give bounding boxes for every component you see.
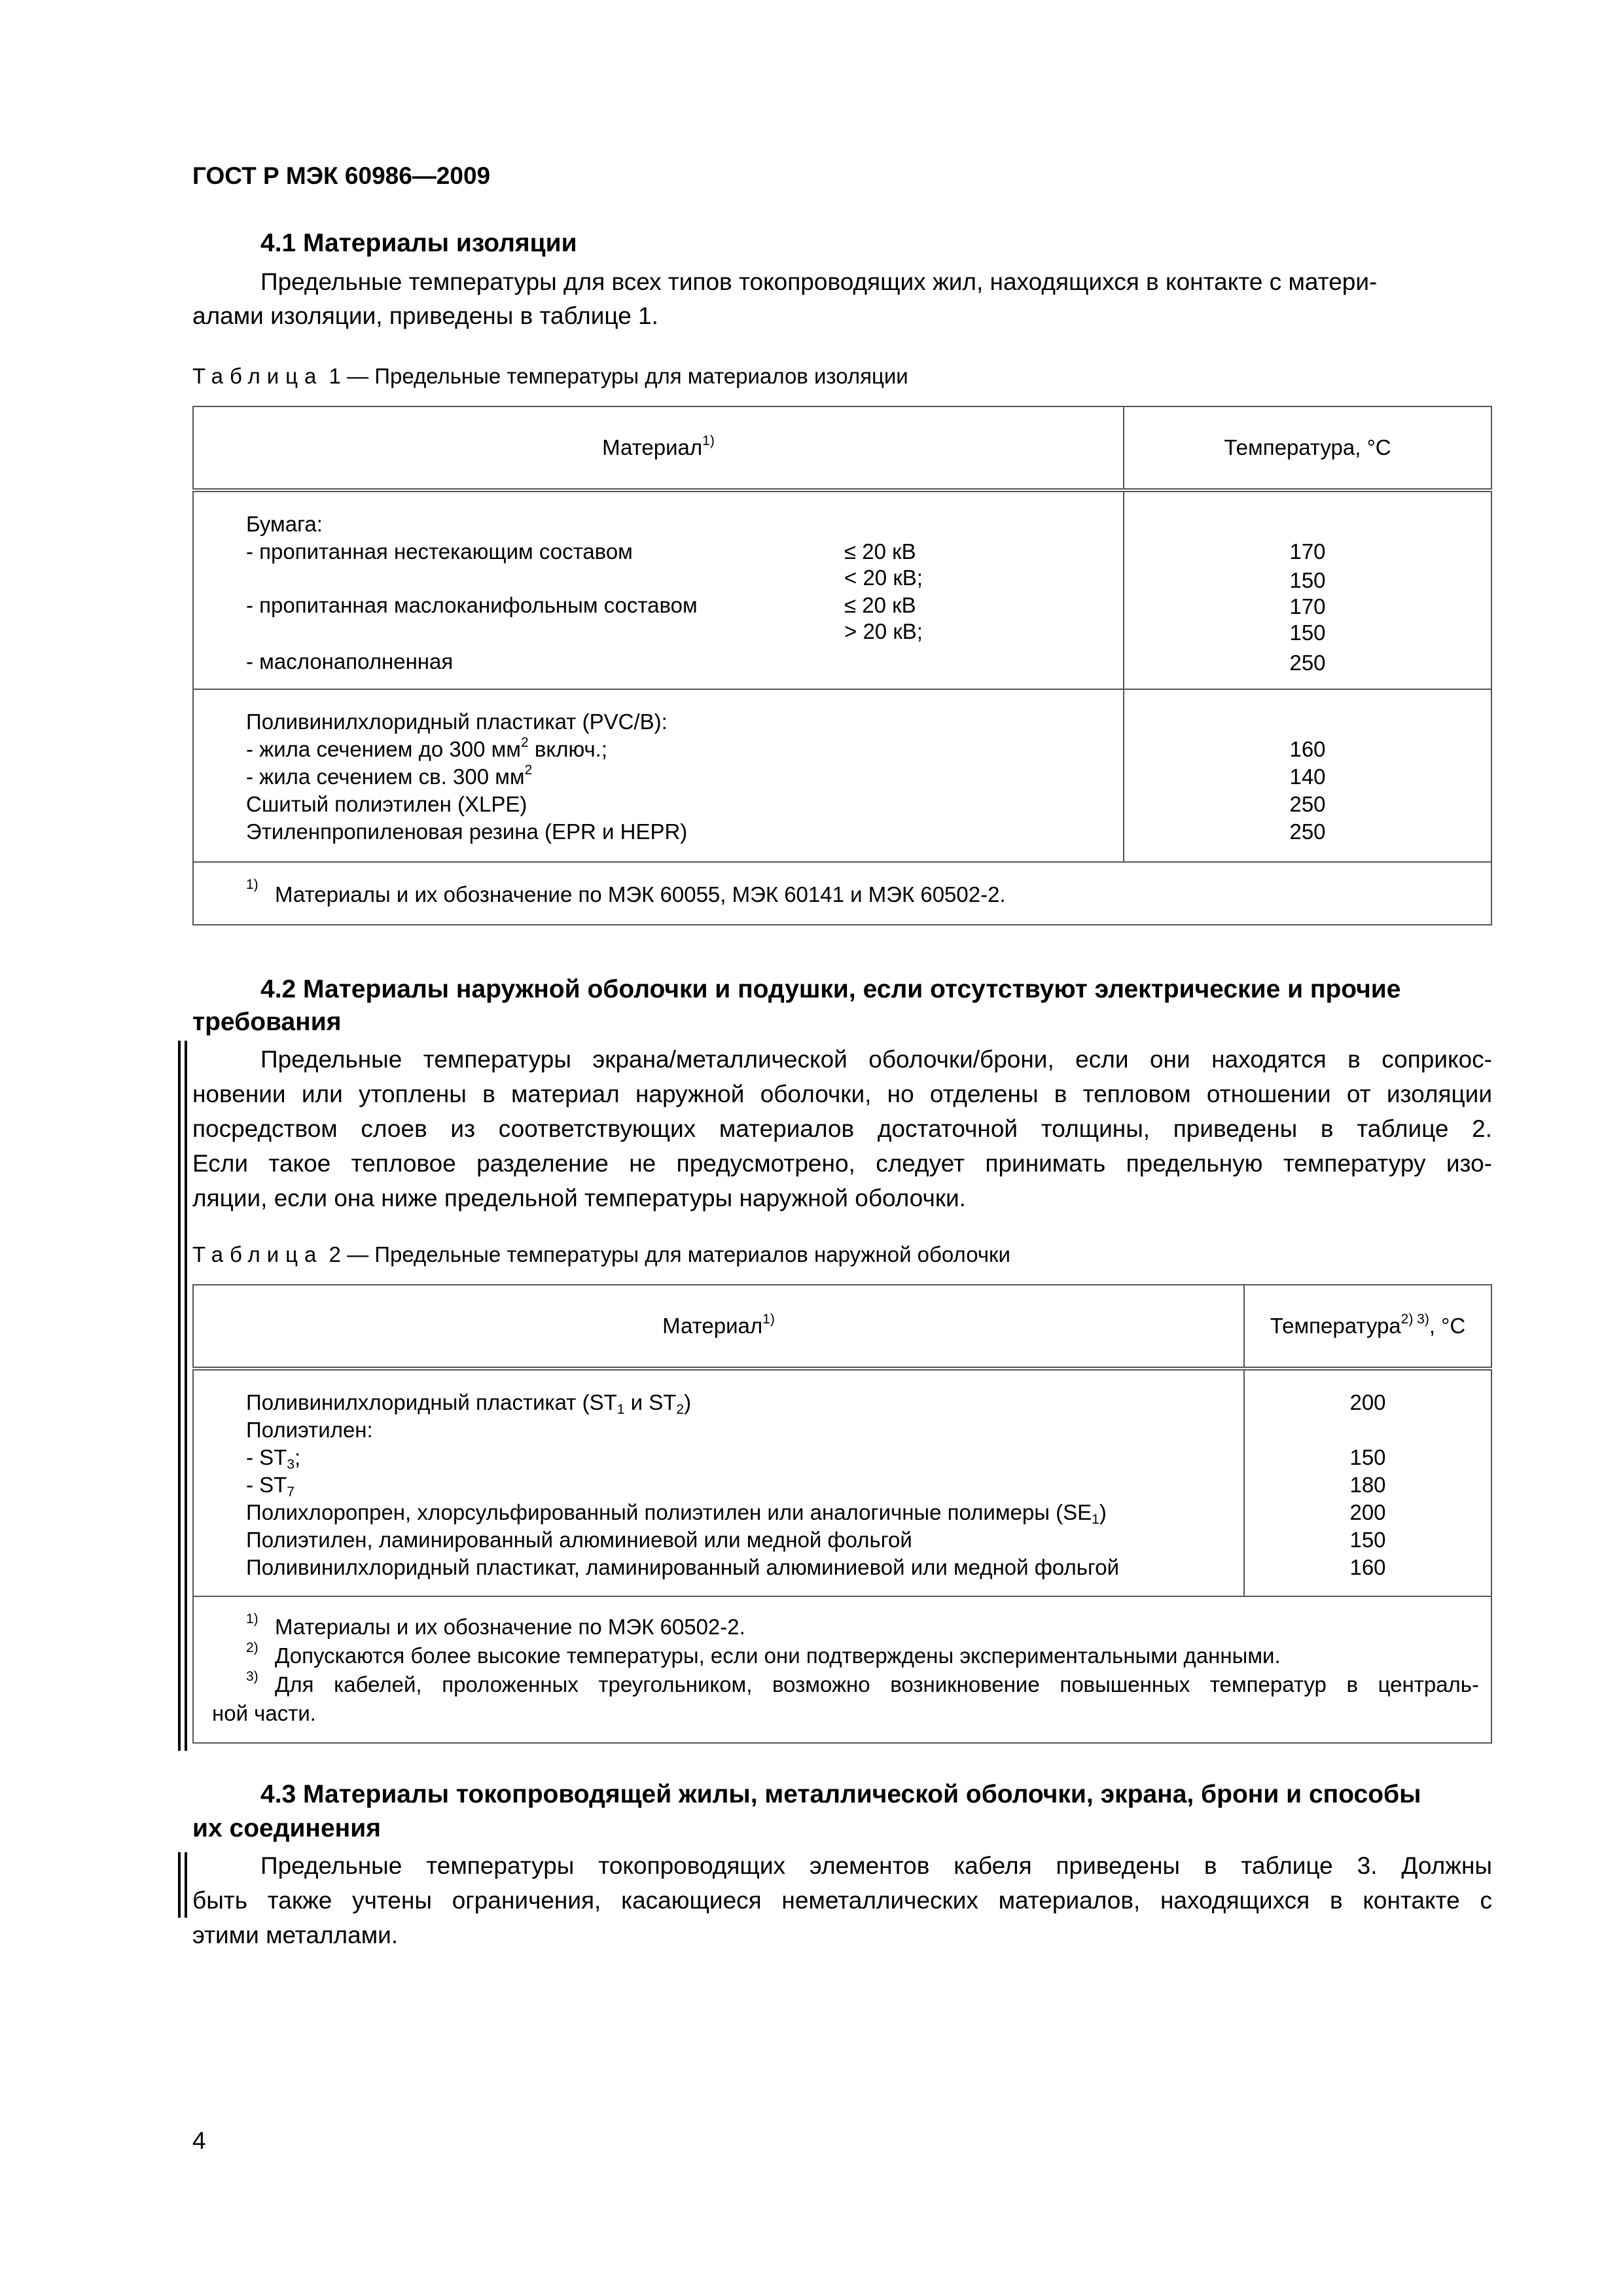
- table-1-voltage-3: ≤ 20 кВ: [844, 593, 916, 617]
- table-1-footnote: [193, 862, 1491, 925]
- table-2-row-polyethylene: Полиэтилен:: [246, 1418, 373, 1442]
- table-2: [192, 1284, 1492, 1744]
- table-2-temp-6: 160: [1349, 1555, 1386, 1579]
- table-2-materials: [193, 1369, 1244, 1596]
- table-1-caption: [192, 364, 908, 389]
- document-code: ГОСТ Р МЭК 60986—2009: [192, 162, 491, 189]
- table-1-pvc-temps: [1124, 689, 1491, 862]
- table-1-footnote-mark: 1): [246, 877, 259, 892]
- table-2-fn3-text-line-1: Для кабелей, проложенных треугольником, возможно возникновение повышенных температур в централь-: [275, 1672, 1479, 1696]
- change-bar-2: [178, 1852, 181, 1918]
- table-1-paper-temps: [1124, 490, 1491, 689]
- table-1-temp-5: 250: [1289, 651, 1326, 675]
- change-bar-2b: [185, 1852, 187, 1918]
- table-2-temps: [1244, 1369, 1491, 1596]
- table-2-temp-4: 200: [1349, 1500, 1386, 1524]
- table-2-header-material: Материал$^{1)}$: [193, 1285, 1244, 1369]
- table-2-fn3-text-line-2: ной части.: [212, 1701, 316, 1725]
- table-1-paper-title: Бумага:: [246, 512, 323, 536]
- table-2-header-temperature: Температура$^{2) 3)}$, °С: [1244, 1285, 1491, 1369]
- table-1-caption-text: 1 — Предельные температуры для материалов изоляции: [323, 364, 908, 388]
- table-1-temp-1: 170: [1289, 539, 1326, 564]
- table-2-footnotes: [193, 1596, 1491, 1743]
- table-2-temp-5: 150: [1349, 1528, 1386, 1552]
- table-2-fn2-text: Допускаются более высокие температуры, если они подтверждены экспериментальными данными.: [275, 1643, 1281, 1668]
- table-2-row-laminated-pe: Полиэтилен, ламинированный алюминиевой или медной фольгой: [246, 1528, 912, 1552]
- table-1-temp-4: 150: [1289, 620, 1326, 645]
- table-2-temp-2: 150: [1349, 1445, 1386, 1469]
- table-1-paper-row-2: - пропитанная маслоканифольным составом: [246, 593, 698, 617]
- change-bar-1b: [185, 1041, 187, 1751]
- table-2-fn3-mark: 3): [246, 1669, 259, 1684]
- section-4-3-line-3: этими металлами.: [192, 1922, 399, 1948]
- table-1-voltage-2: < 20 кВ;: [844, 565, 923, 590]
- table-2-temp-1: 200: [1349, 1390, 1386, 1414]
- section-4-2-line-3: посредством слоев из соответствующих материалов достаточной толщины, приведены в таблице 2.: [192, 1115, 1492, 1142]
- table-1-xlpe-row: Сшитый полиэтилен (XLPE): [246, 792, 527, 816]
- table-1-pvc-group: [193, 689, 1124, 862]
- section-4-2-line-2: новении или утоплены в материал наружной оболочки, но отделены в тепловом отношении от изоляции: [192, 1081, 1492, 1107]
- table-1-voltage-4: > 20 кВ;: [844, 619, 923, 643]
- table-1-paper-group: [193, 490, 1124, 689]
- table-1-temp-7: 140: [1289, 764, 1326, 789]
- table-1-voltage-1: ≤ 20 кВ: [844, 539, 916, 564]
- table-2-row-pvc: Поливинилхлоридный пластикат ($ST_1$ и $ST_2$): [246, 1390, 692, 1417]
- section-4-1-para-line-1: Предельные температуры для всех типов токопроводящих жил, находящихся в контакте с матери-: [260, 268, 1378, 295]
- table-1: [192, 406, 1492, 925]
- table-2-fn2-mark: 2): [246, 1640, 259, 1655]
- table-1-temp-3: 170: [1289, 594, 1326, 619]
- section-4-3-line-1: Предельные температуры токопроводящих элементов кабеля приведены в таблице 3. Должны: [260, 1852, 1492, 1879]
- table-1-paper-row-1: - пропитанная нестекающим составом: [246, 539, 633, 564]
- section-4-2-heading-line-2: требования: [192, 1008, 342, 1036]
- table-2-row-laminated-pvc: Поливинилхлоридный пластикат, ламинированный алюминиевой или медной фольгой: [246, 1555, 1120, 1579]
- section-4-2-line-5: ляции, если она ниже предельной температуры наружной оболочки.: [192, 1185, 966, 1211]
- table-1-paper-row-3: - маслонаполненная: [246, 649, 454, 673]
- table-2-temp-3: 180: [1349, 1473, 1386, 1497]
- table-1-temp-8: 250: [1289, 792, 1326, 816]
- change-bar-1: [178, 1041, 181, 1751]
- table-1-pvc-title: Поливинилхлоридный пластикат (PVC/B):: [246, 709, 668, 734]
- table-1-header-temperature: Температура, °С: [1124, 406, 1491, 490]
- section-4-2-line-1: Предельные температуры экрана/металлической оболочки/брони, если они находятся в соприкос-: [260, 1046, 1492, 1073]
- table-1-pvc-row-1: - жила сечением до 300 $мм^2$ включ.;: [246, 735, 608, 761]
- table-1-footnote-text: Материалы и их обозначение по МЭК 60055, МЭК 60141 и МЭК 60502-2.: [275, 882, 1006, 906]
- table-2-fn1-text: Материалы и их обозначение по МЭК 60502-2.: [275, 1615, 745, 1639]
- section-4-1-heading: 4.1 Материалы изоляции: [260, 229, 577, 257]
- table-1-temp-9: 250: [1289, 819, 1326, 844]
- table-2-fn1-mark: 1): [246, 1611, 259, 1626]
- section-4-3-heading-line-2: их соединения: [192, 1814, 381, 1842]
- section-4-1-para-line-2: алами изоляции, приведены в таблице 1.: [192, 302, 658, 329]
- table-2-caption-text: 2 — Предельные температуры для материалов наружной оболочки: [323, 1242, 1010, 1266]
- table-2-row-st3: - $ST_3$;: [246, 1445, 301, 1472]
- section-4-3-heading-line-1: 4.3 Материалы токопроводящей жилы, металлической оболочки, экрана, брони и способы: [260, 1780, 1421, 1808]
- table-2-row-st7: - $ST_7$: [246, 1473, 295, 1499]
- table-2-row-polychloroprene: Полихлоропрен, хлорсульфированный полиэтилен или аналогичные полимеры $(SE_1)$: [246, 1500, 1107, 1527]
- section-4-2-heading-line-1: 4.2 Материалы наружной оболочки и подушки, если отсутствуют электрические и прочие: [260, 975, 1401, 1003]
- table-1-pvc-row-2: - жила сечением св. 300 $мм^2$: [246, 762, 533, 789]
- table-1-temp-6: 160: [1289, 737, 1326, 761]
- table-1-epr-row: Этиленпропиленовая резина (EPR и HEPR): [246, 819, 688, 844]
- table-2-caption: [192, 1242, 1010, 1267]
- section-4-2-line-4: Если такое тепловое разделение не предусмотрено, следует принимать предельную температуру изо-: [192, 1150, 1492, 1177]
- table-1-temp-2: 150: [1289, 568, 1326, 592]
- section-4-3-line-2: быть также учтены ограничения, касающиеся неметаллических материалов, находящихся в контакте с: [192, 1887, 1492, 1914]
- page-number: 4: [192, 2127, 206, 2154]
- table-2-caption-prefix: Таблица: [192, 1242, 323, 1266]
- table-1-caption-prefix: Таблица: [192, 364, 323, 388]
- table-1-header-material: Материал$^{1)}$: [193, 406, 1124, 490]
